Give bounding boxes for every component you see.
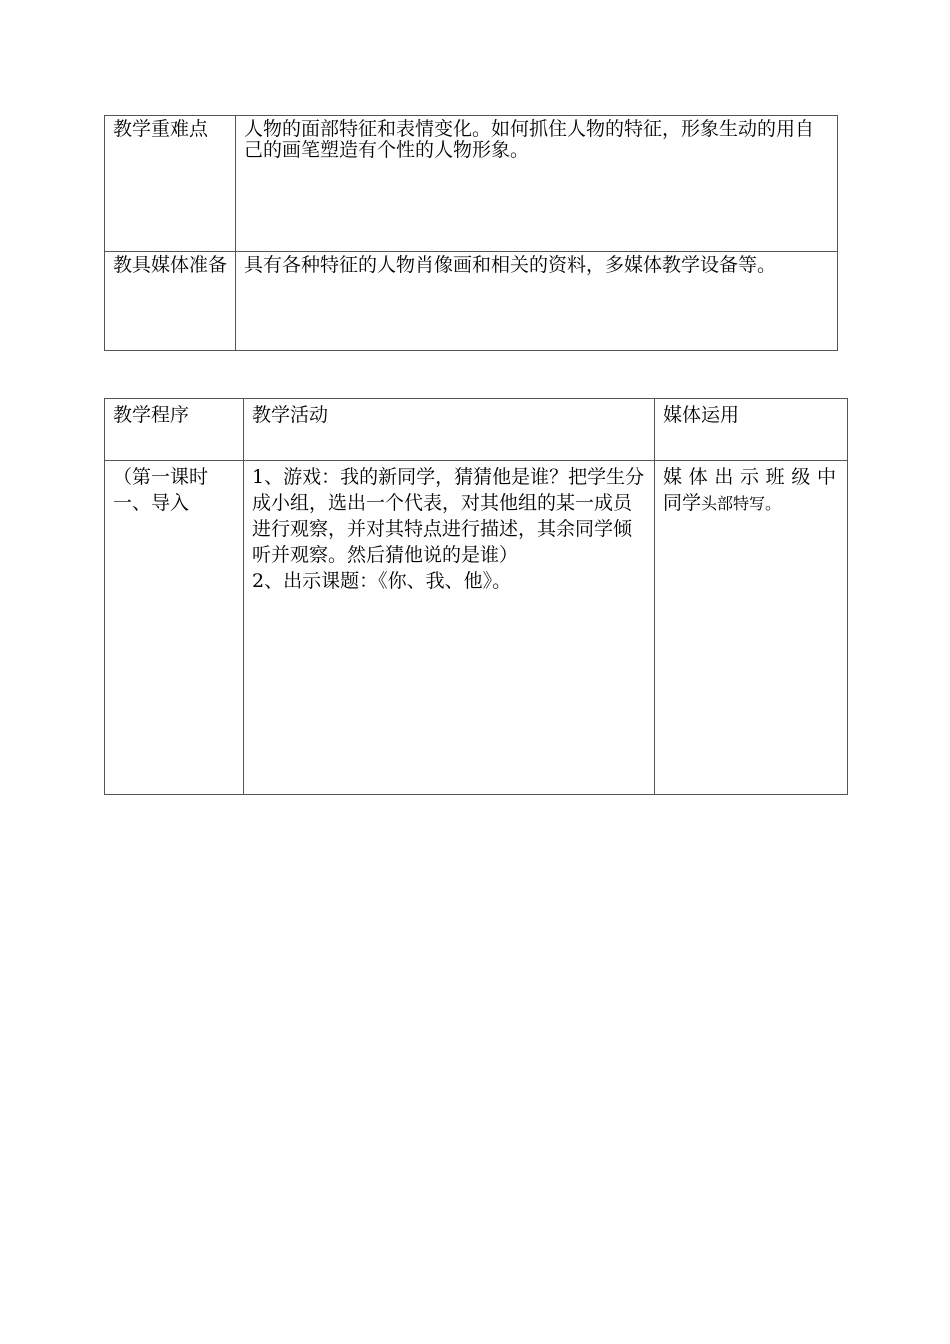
key-points-table xyxy=(104,115,838,351)
label-cell-key-difficulties: 教学重难点 xyxy=(105,116,236,252)
procedure-cell: （第一课时一、导入 xyxy=(105,461,244,795)
activity-item-2: 2、出示课题：《你、我、他》。 xyxy=(252,570,512,592)
table-row xyxy=(105,116,838,252)
media-line-2-part-a: 同学 xyxy=(663,492,702,514)
media-line-2 xyxy=(663,490,839,517)
media-cell xyxy=(655,461,848,795)
activity-item-1: 1、游戏：我的新同学，猜猜他是谁？把学生分成小组，选出一个代表，对其他组的某一成员进行观察，并对其特点进行描述，其余同学倾听并观察。然后猜他说的是谁） xyxy=(252,466,645,566)
teaching-procedure-table xyxy=(104,398,848,795)
content-cell-key-difficulties: 人物的面部特征和表情变化。如何抓住人物的特征，形象生动的用自己的画笔塑造有个性的人物形象。 xyxy=(236,116,838,252)
table-header-row xyxy=(105,399,848,461)
table-row xyxy=(105,461,848,795)
header-activity: 教学活动 xyxy=(244,399,655,461)
header-media: 媒体运用 xyxy=(655,399,848,461)
media-line-2-part-b: 头部特写。 xyxy=(701,494,782,513)
table-row xyxy=(105,252,838,351)
header-procedure: 教学程序 xyxy=(105,399,244,461)
activity-cell xyxy=(244,461,655,795)
label-cell-teaching-aids: 教具媒体准备 xyxy=(105,252,236,351)
content-cell-teaching-aids: 具有各种特征的人物肖像画和相关的资料，多媒体教学设备等。 xyxy=(236,252,838,351)
media-line-1: 媒体出示班级中 xyxy=(663,466,839,488)
